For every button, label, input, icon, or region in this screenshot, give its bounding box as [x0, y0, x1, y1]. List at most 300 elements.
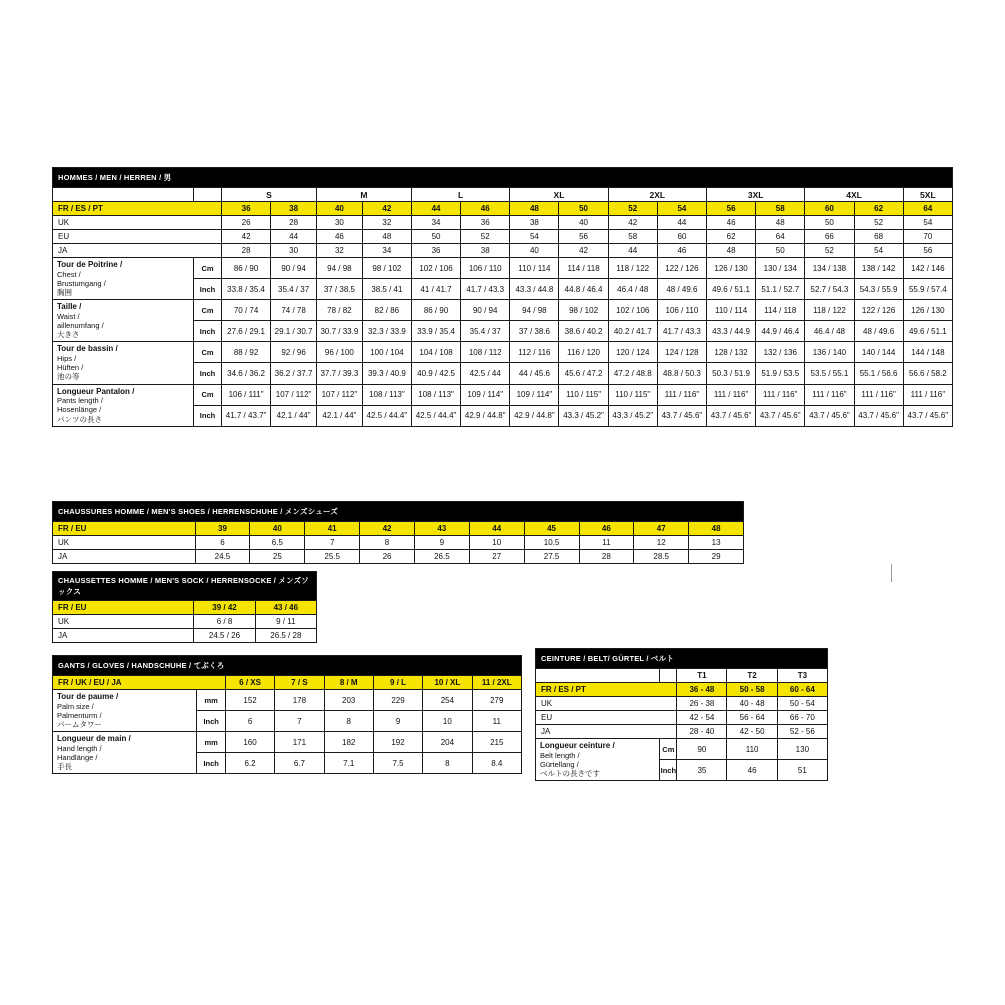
cell: 44 — [411, 202, 460, 216]
cell: 12 — [634, 536, 689, 550]
socks-row-uk — [53, 615, 317, 629]
cell: 43.7 / 45.6" — [805, 405, 854, 426]
cell: 62 — [854, 202, 903, 216]
cell: 111 / 116" — [707, 384, 756, 405]
cell: 46 — [316, 230, 362, 244]
cell: 42.5 / 44.4" — [362, 405, 411, 426]
cell: 55.1 / 56.6 — [854, 363, 903, 384]
men-size-table — [52, 167, 953, 427]
cell: 51.9 / 53.5 — [756, 363, 805, 384]
cell: 46 — [657, 244, 706, 258]
cell: 52 — [461, 230, 510, 244]
cell: 7.1 — [324, 753, 373, 774]
mens-socks-table — [52, 571, 317, 643]
cell: 92 / 96 — [271, 342, 317, 363]
cell: 29 — [689, 550, 744, 564]
gloves-measure-hand-mm — [53, 732, 522, 753]
cell: 50 — [411, 230, 460, 244]
cell: 42.9 / 44.8" — [461, 405, 510, 426]
belt-size-group-row — [536, 669, 828, 683]
cell: 109 / 114" — [461, 384, 510, 405]
cell: 94 / 98 — [316, 258, 362, 279]
cell: 43.7 / 45.6" — [903, 405, 952, 426]
cell: 107 / 112" — [271, 384, 317, 405]
cell: 178 — [275, 690, 324, 711]
measure-label-hips: Tour de bassin / Hips / Hüften / 池の等 — [53, 342, 194, 384]
cell: 107 / 112" — [316, 384, 362, 405]
cell: 54 — [657, 202, 706, 216]
cell: 45.6 / 47.2 — [559, 363, 608, 384]
cell: 56 — [903, 244, 952, 258]
cell: 50 - 54 — [777, 697, 827, 711]
cell: 54 — [510, 230, 559, 244]
unit-cm: Cm — [194, 342, 222, 363]
cell: 41.7 / 43.3 — [657, 321, 706, 342]
unit-inch: Inch — [197, 753, 225, 774]
cell: 52 — [805, 244, 854, 258]
cell: 90 — [677, 739, 727, 760]
cell: 70 / 74 — [222, 300, 271, 321]
cell: 152 — [225, 690, 274, 711]
cell: 118 / 122 — [805, 300, 854, 321]
cell: 43.7 / 45.6" — [707, 405, 756, 426]
cell: 171 — [275, 732, 324, 753]
unit-mm: mm — [197, 732, 225, 753]
cell: 110 / 115" — [559, 384, 608, 405]
cell: 203 — [324, 690, 373, 711]
cell: 43.7 / 45.6" — [756, 405, 805, 426]
row-label-eu: EU — [536, 711, 677, 725]
size-group-t3: T3 — [777, 669, 827, 683]
cell: 108 / 112 — [461, 342, 510, 363]
belt-measure-length-cm — [536, 739, 828, 760]
cell: 40 - 48 — [727, 697, 777, 711]
cell: 128 / 132 — [707, 342, 756, 363]
cell: 47.2 / 48.8 — [608, 363, 657, 384]
shoes-row-uk — [53, 536, 744, 550]
belt-table — [535, 648, 828, 781]
unit-cm: Cm — [194, 258, 222, 279]
cell: 118 / 122 — [608, 258, 657, 279]
cell: 50 - 58 — [727, 683, 777, 697]
cell: 36 — [461, 216, 510, 230]
cell: 37 / 38.5 — [316, 279, 362, 300]
cell: 40 — [316, 202, 362, 216]
cell: 229 — [373, 690, 422, 711]
shoes-title-row — [53, 502, 744, 522]
men-row-eu — [53, 230, 953, 244]
cell: 38.6 / 40.2 — [559, 321, 608, 342]
cell: 7 — [305, 536, 360, 550]
cell: 52 — [608, 202, 657, 216]
cell: 26 - 38 — [677, 697, 727, 711]
cell: 32 — [362, 216, 411, 230]
cell: 60 - 64 — [777, 683, 827, 697]
cell: 41.7 / 43.7" — [222, 405, 271, 426]
cell: 7 — [275, 711, 324, 732]
gloves-table-title: GANTS / GLOVES / HANDSCHUHE / てぶくろ — [53, 656, 522, 676]
cell: 49.6 / 51.1 — [903, 321, 952, 342]
cell: 8 / M — [324, 676, 373, 690]
cell: 8 — [324, 711, 373, 732]
cell: 126 / 130 — [707, 258, 756, 279]
cell: 60 — [805, 202, 854, 216]
cell: 52 — [854, 216, 903, 230]
cell: 54 — [903, 216, 952, 230]
cell: 130 / 134 — [756, 258, 805, 279]
cell: 111 / 116" — [756, 384, 805, 405]
cell: 100 / 104 — [362, 342, 411, 363]
cell: 27.6 / 29.1 — [222, 321, 271, 342]
men-row-fr-es-pt — [53, 202, 953, 216]
cell: 6.5 — [250, 536, 305, 550]
men-measure-pants-cm — [53, 384, 953, 405]
cell: 110 / 115" — [608, 384, 657, 405]
unit-cm: Cm — [660, 739, 677, 760]
cell: 28 — [222, 244, 271, 258]
belt-title-row — [536, 649, 828, 669]
cell: 44 / 45.6 — [510, 363, 559, 384]
cell: 111 / 116" — [805, 384, 854, 405]
cell: 42 — [559, 244, 608, 258]
cell: 10 — [469, 536, 524, 550]
cell: 144 / 148 — [903, 342, 952, 363]
cell: 30 — [271, 244, 317, 258]
cell: 43.3 / 44.9 — [707, 321, 756, 342]
measure-label-hand-length: Longueur de main / Hand length / Handlänge / 手長 — [53, 732, 197, 774]
cell: 132 / 136 — [756, 342, 805, 363]
cell: 86 / 90 — [222, 258, 271, 279]
men-measure-chest-cm — [53, 258, 953, 279]
measure-label-chest: Tour de Poitrine / Chest / Brustumgang / 胸囲 — [53, 258, 194, 300]
unit-inch: Inch — [194, 279, 222, 300]
cell: 130 — [777, 739, 827, 760]
cell: 32.3 / 33.9 — [362, 321, 411, 342]
cell: 39 / 42 — [194, 601, 255, 615]
cell: 142 / 146 — [903, 258, 952, 279]
cell: 6 / XS — [225, 676, 274, 690]
cell: 112 / 116 — [510, 342, 559, 363]
cell: 46 — [727, 760, 777, 781]
cell: 120 / 124 — [608, 342, 657, 363]
cell: 56 — [559, 230, 608, 244]
cell: 43.7 / 45.6" — [657, 405, 706, 426]
unit-inch: Inch — [197, 711, 225, 732]
belt-table-title: CEINTURE / BELT/ GÜRTEL / ベルト — [536, 649, 828, 669]
cell: 66 - 70 — [777, 711, 827, 725]
shoes-row-fr-eu — [53, 522, 744, 536]
gloves-header-row — [53, 676, 522, 690]
cell: 70 — [903, 230, 952, 244]
cell: 94 / 98 — [510, 300, 559, 321]
cell: 47 — [634, 522, 689, 536]
size-group-4xl: 4XL — [805, 188, 903, 202]
cell: 58 — [608, 230, 657, 244]
cell: 38 — [510, 216, 559, 230]
cell: 37.7 / 39.3 — [316, 363, 362, 384]
cell: 39 — [195, 522, 250, 536]
cell: 28.5 — [634, 550, 689, 564]
cell: 48 — [756, 216, 805, 230]
page-tick-mark — [891, 564, 892, 582]
cell: 182 — [324, 732, 373, 753]
cell: 6.7 — [275, 753, 324, 774]
cell: 24.5 — [195, 550, 250, 564]
cell: 40.2 / 41.7 — [608, 321, 657, 342]
cell: 26 — [360, 550, 415, 564]
cell: 50 — [805, 216, 854, 230]
cell: 25.5 — [305, 550, 360, 564]
cell: 43.3 / 45.2" — [608, 405, 657, 426]
cell: 34.6 / 36.2 — [222, 363, 271, 384]
cell: 33.8 / 35.4 — [222, 279, 271, 300]
size-group-s: S — [222, 188, 317, 202]
cell: 114 / 118 — [559, 258, 608, 279]
cell: 106 / 111" — [222, 384, 271, 405]
men-measure-waist-cm — [53, 300, 953, 321]
cell: 102 / 106 — [608, 300, 657, 321]
measure-label-waist: Taille / Waist / aillenumfang / 大きさ — [53, 300, 194, 342]
unit-mm: mm — [197, 690, 225, 711]
cell: 42.5 / 44 — [461, 363, 510, 384]
cell: 49.6 / 51.1 — [707, 279, 756, 300]
cell: 28 — [579, 550, 634, 564]
cell: 42 - 54 — [677, 711, 727, 725]
cell: 38 — [271, 202, 317, 216]
cell: 6 / 8 — [194, 615, 255, 629]
cell: 62 — [707, 230, 756, 244]
cell: 111 / 116" — [854, 384, 903, 405]
cell: 27.5 — [524, 550, 579, 564]
cell: 109 / 114" — [510, 384, 559, 405]
cell: 60 — [657, 230, 706, 244]
cell: 96 / 100 — [316, 342, 362, 363]
size-group-2xl: 2XL — [608, 188, 706, 202]
cell: 44 — [657, 216, 706, 230]
socks-title-row — [53, 572, 317, 601]
cell: 56 - 64 — [727, 711, 777, 725]
row-label-ja: JA — [536, 725, 677, 739]
cell: 50.3 / 51.9 — [707, 363, 756, 384]
cell: 28 — [271, 216, 317, 230]
row-label-uk: UK — [536, 697, 677, 711]
cell: 10 — [423, 711, 472, 732]
cell: 25 — [250, 550, 305, 564]
unit-inch: Inch — [194, 321, 222, 342]
row-label-uk: UK — [53, 536, 196, 550]
shoes-table-title: CHAUSSURES HOMME / MEN'S SHOES / HERRENSCHUHE / メンズシューズ — [53, 502, 744, 522]
cell: 58 — [756, 202, 805, 216]
cell: 44 — [469, 522, 524, 536]
cell: 136 / 140 — [805, 342, 854, 363]
mens-shoes-table — [52, 501, 744, 564]
cell: 36.2 / 37.7 — [271, 363, 317, 384]
cell: 122 / 126 — [854, 300, 903, 321]
unit-inch: Inch — [194, 363, 222, 384]
cell: 44.8 / 46.4 — [559, 279, 608, 300]
cell: 104 / 108 — [411, 342, 460, 363]
cell: 55.9 / 57.4 — [903, 279, 952, 300]
gloves-title-row — [53, 656, 522, 676]
men-row-uk — [53, 216, 953, 230]
cell: 44.9 / 46.4 — [756, 321, 805, 342]
cell: 6.2 — [225, 753, 274, 774]
cell: 35.4 / 37 — [271, 279, 317, 300]
cell: 98 / 102 — [362, 258, 411, 279]
cell: 90 / 94 — [461, 300, 510, 321]
measure-label-pants-length: Longueur Pantalon / Pants length / Hosenlänge / パンツの長さ — [53, 384, 194, 426]
measure-label-palm-size: Tour de paume / Palm size / Palmenturm / パームタワー — [53, 690, 197, 732]
size-group-3xl: 3XL — [707, 188, 805, 202]
socks-row-ja — [53, 629, 317, 643]
cell: 46 — [707, 216, 756, 230]
cell: 192 — [373, 732, 422, 753]
cell: 43.3 / 45.2" — [559, 405, 608, 426]
cell: 50 — [559, 202, 608, 216]
belt-row-eu — [536, 711, 828, 725]
cell: 48 — [707, 244, 756, 258]
cell: 68 — [854, 230, 903, 244]
row-label-fr-uk-eu-ja: FR / UK / EU / JA — [53, 676, 226, 690]
unit-inch: Inch — [194, 405, 222, 426]
cell: 42.5 / 44.4" — [411, 405, 460, 426]
cell: 82 / 86 — [362, 300, 411, 321]
cell: 40 — [559, 216, 608, 230]
men-table-title-row — [53, 168, 953, 188]
cell: 43 — [414, 522, 469, 536]
cell: 111 / 116" — [903, 384, 952, 405]
cell: 98 / 102 — [559, 300, 608, 321]
cell: 26 — [222, 216, 271, 230]
cell: 8 — [360, 536, 415, 550]
cell: 37 / 38.6 — [510, 321, 559, 342]
cell: 42 — [608, 216, 657, 230]
cell: 48 — [689, 522, 744, 536]
gloves-measure-palm-mm — [53, 690, 522, 711]
cell: 43 / 46 — [255, 601, 316, 615]
cell: 34 — [411, 216, 460, 230]
cell: 9 — [373, 711, 422, 732]
row-label-fr-es-pt: FR / ES / PT — [536, 683, 677, 697]
row-label-eu: EU — [53, 230, 222, 244]
gloves-table — [52, 655, 522, 774]
cell: 46.4 / 48 — [805, 321, 854, 342]
cell: 110 / 114 — [707, 300, 756, 321]
cell: 56 — [707, 202, 756, 216]
belt-row-uk — [536, 697, 828, 711]
cell: 48.8 / 50.3 — [657, 363, 706, 384]
size-group-xl: XL — [510, 188, 608, 202]
cell: 56.6 / 58.2 — [903, 363, 952, 384]
row-label-fr-eu: FR / EU — [53, 601, 194, 615]
cell: 46 — [461, 202, 510, 216]
cell: 86 / 90 — [411, 300, 460, 321]
cell: 11 — [472, 711, 521, 732]
cell: 30 — [316, 216, 362, 230]
cell: 64 — [756, 230, 805, 244]
cell: 43.7 / 45.6" — [854, 405, 903, 426]
belt-row-ja — [536, 725, 828, 739]
cell: 42 — [360, 522, 415, 536]
cell: 66 — [805, 230, 854, 244]
cell: 9 / L — [373, 676, 422, 690]
cell: 44 — [608, 244, 657, 258]
cell: 36 — [222, 202, 271, 216]
cell: 254 — [423, 690, 472, 711]
cell: 42 - 50 — [727, 725, 777, 739]
cell: 54.3 / 55.9 — [854, 279, 903, 300]
cell: 114 / 118 — [756, 300, 805, 321]
cell: 108 / 113" — [411, 384, 460, 405]
cell: 26.5 / 28 — [255, 629, 316, 643]
cell: 204 — [423, 732, 472, 753]
cell: 140 / 144 — [854, 342, 903, 363]
cell: 8.4 — [472, 753, 521, 774]
cell: 38 — [461, 244, 510, 258]
row-label-ja: JA — [53, 629, 194, 643]
cell: 48 / 49.6 — [854, 321, 903, 342]
cell: 215 — [472, 732, 521, 753]
cell: 122 / 126 — [657, 258, 706, 279]
row-label-fr-eu: FR / EU — [53, 522, 196, 536]
cell: 279 — [472, 690, 521, 711]
cell: 102 / 106 — [411, 258, 460, 279]
cell: 30.7 / 33.9 — [316, 321, 362, 342]
row-label-fr-es-pt: FR / ES / PT — [53, 202, 222, 216]
cell: 42.9 / 44.8" — [510, 405, 559, 426]
cell: 64 — [903, 202, 952, 216]
cell: 9 / 11 — [255, 615, 316, 629]
men-size-group-row — [53, 188, 953, 202]
cell: 52.7 / 54.3 — [805, 279, 854, 300]
men-table-title: HOMMES / MEN / HERREN / 男 — [53, 168, 953, 188]
cell: 42.1 / 44" — [271, 405, 317, 426]
cell: 36 — [411, 244, 460, 258]
cell: 11 / 2XL — [472, 676, 521, 690]
cell: 39.3 / 40.9 — [362, 363, 411, 384]
cell: 36 - 48 — [677, 683, 727, 697]
cell: 126 / 130 — [903, 300, 952, 321]
row-label-uk: UK — [53, 216, 222, 230]
size-group-5xl: 5XL — [903, 188, 952, 202]
cell: 51.1 / 52.7 — [756, 279, 805, 300]
measure-label-belt-length: Longueur ceinture / Belt length / Gürtellang / ベルトの長さです — [536, 739, 660, 781]
cell: 138 / 142 — [854, 258, 903, 279]
cell: 10 / XL — [423, 676, 472, 690]
men-measure-hips-cm — [53, 342, 953, 363]
shoes-row-ja — [53, 550, 744, 564]
cell: 106 / 110 — [461, 258, 510, 279]
cell: 88 / 92 — [222, 342, 271, 363]
cell: 6 — [225, 711, 274, 732]
cell: 40 — [250, 522, 305, 536]
cell: 110 — [727, 739, 777, 760]
cell: 78 / 82 — [316, 300, 362, 321]
cell: 42 — [222, 230, 271, 244]
cell: 35.4 / 37 — [461, 321, 510, 342]
cell: 108 / 113" — [362, 384, 411, 405]
cell: 42 — [362, 202, 411, 216]
cell: 111 / 116" — [657, 384, 706, 405]
cell: 51 — [777, 760, 827, 781]
size-group-l: L — [411, 188, 509, 202]
cell: 43.3 / 44.8 — [510, 279, 559, 300]
cell: 46 — [579, 522, 634, 536]
cell: 13 — [689, 536, 744, 550]
cell: 54 — [854, 244, 903, 258]
cell: 48 / 49.6 — [657, 279, 706, 300]
cell: 50 — [756, 244, 805, 258]
